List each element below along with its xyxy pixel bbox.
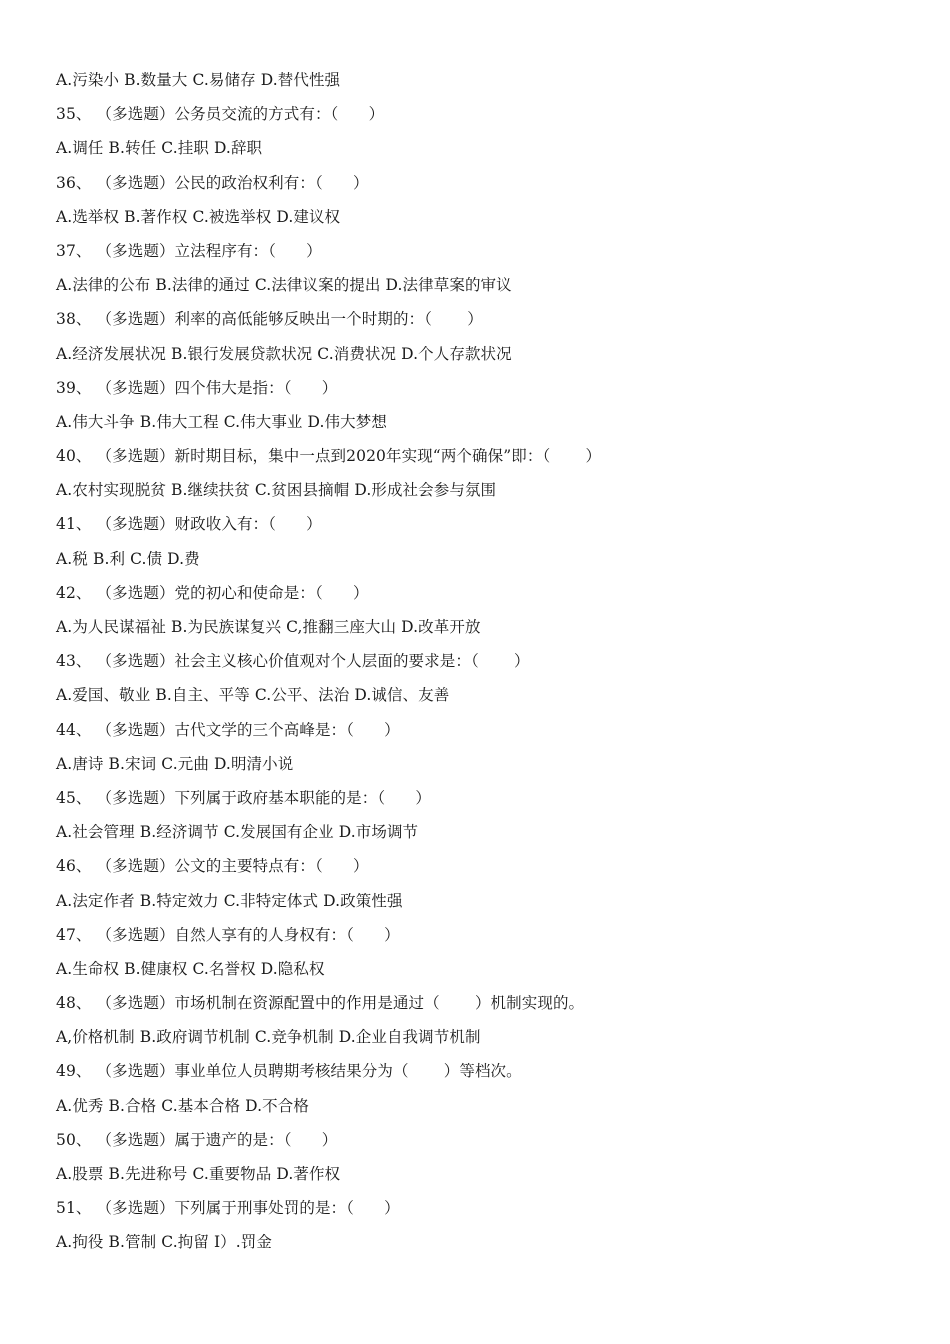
options-line: A.股票 B.先进称号 C.重要物品 D.著作权 xyxy=(56,1165,341,1183)
question-line: 40、 （多选题）新时期目标，集中一点到2020年实现“两个确保”即：（ ） xyxy=(56,447,602,466)
options-line: A.农村实现脱贫 B.继续扶贫 C.贫困县摘帽 D.形成社会参与氛围 xyxy=(56,481,497,500)
question-line: 36、 （多选题）公民的政治权利有：（ ） xyxy=(56,173,369,192)
question-line: 49、 （多选题）事业单位人员聘期考核结果分为（ ）等档次。 xyxy=(56,1062,522,1081)
question-line: 41、 （多选题）财政收入有：（ ） xyxy=(56,515,322,534)
options-line: A,价格机制 B.政府调节机制 C.竞争机制 D.企业自我调节机制 xyxy=(56,1028,481,1047)
question-line: 38、 （多选题）利率的高低能够反映出一个时期的：（ ） xyxy=(56,310,483,329)
options-line: A.优秀 B.合格 C.基本合格 D.不合格 xyxy=(56,1096,309,1115)
options-line: A.爱国、敬业 B.自主、平等 C.公平、法治 D.诚信、友善 xyxy=(56,686,450,705)
options-line: A.为人民谋福祉 B.为民族谋复兴 C,推翻三座大山 D.改革开放 xyxy=(56,618,481,636)
question-line: 48、 （多选题）市场机制在资源配置中的作用是通过（ ）机制实现的。 xyxy=(56,994,585,1013)
question-line: 35、 （多选题）公务员交流的方式有：（ ） xyxy=(56,105,385,124)
options-line: A.拘役 B.管制 C.拘留 I）.罚金 xyxy=(56,1233,273,1252)
options-line: A.法定作者 B.特定效力 C.非特定体式 D.政策性强 xyxy=(56,891,403,910)
options-line: A.选举权 B.著作权 C.被选举权 D.建议权 xyxy=(56,207,341,226)
options-line: A.污染小 B.数量大 C.易储存 D.替代性强 xyxy=(56,71,341,89)
options-line: A.税 B.利 C.债 D.费 xyxy=(56,549,200,568)
question-line: 39、 （多选题）四个伟大是指：（ ） xyxy=(56,378,338,397)
options-line: A.生命权 B.健康权 C.名誉权 D.隐私权 xyxy=(56,959,325,978)
question-line: 42、 （多选题）党的初心和使命是：（ ） xyxy=(56,583,369,602)
options-line: A.社会管理 B.经济调节 C.发展国有企业 D.市场调节 xyxy=(56,823,419,842)
question-line: 37、 （多选题）立法程序有：（ ） xyxy=(56,241,322,260)
question-line: 44、 （多选题）古代文学的三个高峰是：（ ） xyxy=(56,720,400,739)
question-line: 46、 （多选题）公文的主要特点有：（ ） xyxy=(56,857,369,876)
options-line: A.调任 B.转任 C.挂职 D.辞职 xyxy=(56,139,263,158)
options-line: A.伟大斗争 B.伟大工程 C.伟大事业 D.伟大梦想 xyxy=(56,412,387,431)
question-line: 50、 （多选题）属于遗产的是：（ ） xyxy=(56,1130,338,1149)
exam-page xyxy=(56,66,916,1263)
question-line: 47、 （多选题）自然人享有的人身权有：（ ） xyxy=(56,925,400,944)
question-line: 51、 （多选题）下列属于刑事处罚的是：（ ） xyxy=(56,1199,400,1218)
question-line: 43、 （多选题）社会主义核心价值观对个人层面的要求是：（ ） xyxy=(56,652,530,671)
options-line: A.法律的公布 B.法律的通过 C.法律议案的提出 D.法律草案的审议 xyxy=(56,276,512,295)
options-line: A.经济发展状况 B.银行发展贷款状况 C.消费状况 D.个人存款状况 xyxy=(56,344,512,363)
question-line: 45、 （多选题）下列属于政府基本职能的是：（ ） xyxy=(56,788,431,807)
options-line: A.唐诗 B.宋词 C.元曲 D.明清小说 xyxy=(56,754,294,773)
